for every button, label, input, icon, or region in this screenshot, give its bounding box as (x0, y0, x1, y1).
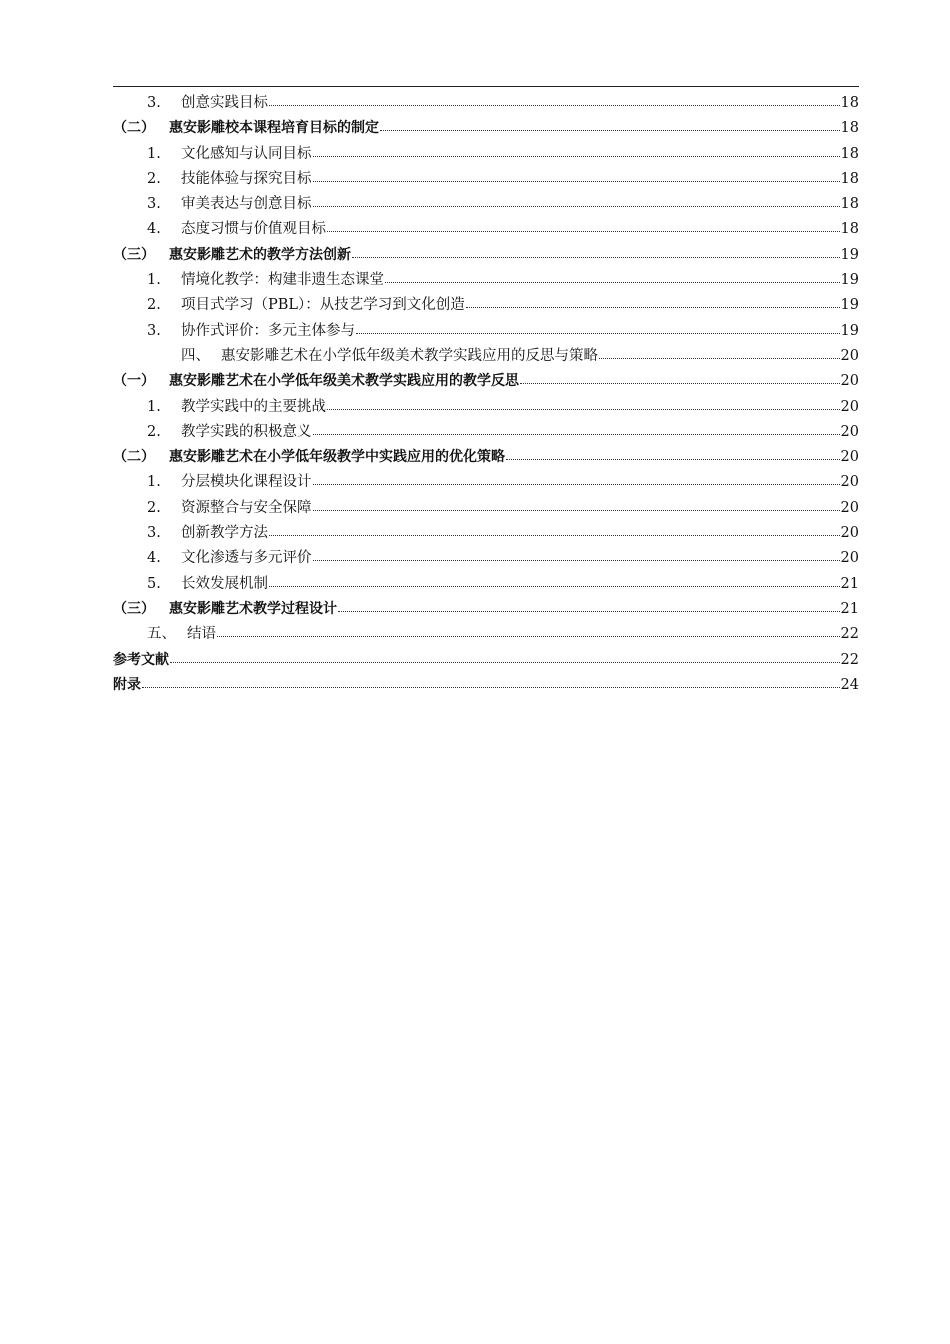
dot-leader (313, 510, 840, 511)
toc-entry-number: 3. (147, 525, 161, 542)
toc-entry-title: 态度习惯与价值观目标 (181, 221, 326, 238)
table-of-contents (113, 91, 859, 698)
toc-entry-page-number: 22 (840, 651, 859, 668)
toc-entry[interactable] (113, 445, 859, 470)
dot-leader (385, 282, 840, 283)
toc-entry-page-number: 18 (840, 170, 859, 187)
toc-entry[interactable] (113, 319, 859, 344)
toc-entry-number: 3. (147, 322, 161, 339)
toc-entry[interactable] (113, 142, 859, 167)
toc-entry[interactable] (113, 243, 859, 268)
toc-entry-page-number: 20 (840, 474, 859, 491)
toc-entry-number: 2. (147, 423, 161, 440)
toc-entry-title: 项目式学习（PBL）：从技艺学习到文化创造 (181, 297, 465, 314)
toc-entry-page-number: 20 (840, 499, 859, 516)
toc-entry-title: 创新教学方法 (181, 525, 268, 542)
toc-entry-title: 参考文献 (113, 651, 169, 668)
toc-entry-title: 情境化教学：构建非遗生态课堂 (181, 272, 384, 289)
toc-entry[interactable] (113, 293, 859, 318)
dot-leader (313, 156, 840, 157)
toc-entry-page-number: 20 (840, 373, 859, 390)
dot-leader (327, 231, 840, 232)
toc-entry-title: 教学实践中的主要挑战 (181, 398, 326, 415)
dot-leader (313, 484, 840, 485)
toc-entry[interactable] (113, 648, 859, 673)
toc-entry-number: 3. (147, 95, 161, 111)
toc-entry[interactable] (113, 192, 859, 217)
dot-leader (520, 383, 840, 384)
toc-entry-number: 4. (147, 550, 161, 567)
toc-entry-page-number: 20 (840, 423, 859, 440)
dot-leader (313, 206, 840, 207)
toc-entry-page-number: 19 (840, 246, 859, 263)
toc-entry-number: （二） (113, 120, 155, 137)
toc-entry-number: 1. (147, 145, 161, 162)
dot-leader (506, 459, 840, 460)
toc-entry[interactable] (113, 597, 859, 622)
dot-leader (599, 358, 840, 359)
toc-entry[interactable] (113, 546, 859, 571)
toc-entry-title: 惠安影雕艺术在小学低年级美术教学实践应用的教学反思 (169, 373, 519, 390)
toc-entry-number: 2. (147, 499, 161, 516)
toc-entry-title: 审美表达与创意目标 (181, 196, 312, 213)
toc-entry[interactable] (113, 268, 859, 293)
toc-entry-number: （二） (113, 449, 155, 466)
dot-leader (269, 586, 840, 587)
toc-entry-page-number: 20 (840, 398, 859, 415)
toc-entry[interactable] (113, 521, 859, 546)
toc-entry-number: 1. (147, 398, 161, 415)
toc-entry-number: （三） (113, 246, 155, 263)
toc-entry-number: 2. (147, 297, 161, 314)
toc-entry-number: 3. (147, 196, 161, 213)
toc-entry[interactable] (113, 420, 859, 445)
toc-entry[interactable] (113, 496, 859, 521)
toc-entry-page-number: 18 (840, 95, 859, 111)
toc-entry-page-number: 20 (840, 550, 859, 567)
toc-entry-page-number: 24 (840, 676, 859, 693)
dot-leader (338, 611, 840, 612)
toc-entry[interactable] (113, 622, 859, 647)
toc-entry-page-number: 21 (840, 575, 859, 592)
toc-entry-title: 教学实践的积极意义 (181, 423, 312, 440)
toc-entry[interactable] (113, 91, 859, 116)
toc-entry-title: 文化感知与认同目标 (181, 145, 312, 162)
toc-entry-number: 5. (147, 575, 161, 592)
toc-entry-page-number: 21 (840, 600, 859, 617)
toc-entry-number: 2. (147, 170, 161, 187)
toc-entry-title: 附录 (113, 676, 141, 693)
toc-entry[interactable] (113, 217, 859, 242)
dot-leader (269, 535, 840, 536)
toc-entry-page-number: 19 (840, 297, 859, 314)
toc-entry-page-number: 19 (840, 322, 859, 339)
dot-leader (170, 662, 840, 663)
toc-entry-number: （一） (113, 373, 155, 390)
dot-leader (380, 130, 840, 131)
toc-entry-page-number: 18 (840, 196, 859, 213)
dot-leader (313, 434, 840, 435)
toc-entry-title: 惠安影雕艺术在小学低年级教学中实践应用的优化策略 (169, 449, 505, 466)
toc-entry-number: 四、 (181, 347, 210, 364)
toc-entry-page-number: 20 (840, 525, 859, 542)
toc-entry-title: 文化渗透与多元评价 (181, 550, 312, 567)
dot-leader (217, 636, 840, 637)
toc-entry-title: 结语 (187, 626, 216, 643)
toc-entry[interactable] (113, 395, 859, 420)
toc-entry-number: （三） (113, 600, 155, 617)
toc-entry-page-number: 18 (840, 221, 859, 238)
header-rule (113, 86, 859, 87)
toc-entry-number: 五、 (147, 626, 176, 643)
dot-leader (313, 560, 840, 561)
dot-leader (327, 409, 840, 410)
toc-entry-title: 协作式评价：多元主体参与 (181, 322, 355, 339)
toc-entry[interactable] (113, 673, 859, 698)
toc-entry-title: 长效发展机制 (181, 575, 268, 592)
toc-entry-page-number: 20 (840, 347, 859, 364)
toc-entry[interactable] (113, 470, 859, 495)
toc-entry-title: 分层模块化课程设计 (181, 474, 312, 491)
toc-entry-page-number: 18 (840, 145, 859, 162)
dot-leader (356, 333, 840, 334)
toc-entry-page-number: 22 (840, 626, 859, 643)
toc-entry-title: 创意实践目标 (181, 95, 268, 111)
toc-entry[interactable] (113, 116, 859, 141)
toc-entry-page-number: 18 (840, 120, 859, 137)
toc-entry-number: 1. (147, 474, 161, 491)
dot-leader (352, 257, 840, 258)
toc-entry[interactable] (113, 167, 859, 192)
toc-entry-title: 惠安影雕艺术在小学低年级美术教学实践应用的反思与策略 (221, 347, 598, 364)
toc-entry-number: 4. (147, 221, 161, 238)
toc-entry-title: 惠安影雕校本课程培育目标的制定 (169, 120, 379, 137)
dot-leader (466, 307, 840, 308)
toc-entry[interactable] (113, 369, 859, 394)
toc-entry-title: 资源整合与安全保障 (181, 499, 312, 516)
toc-entry[interactable] (113, 344, 859, 369)
toc-entry-page-number: 19 (840, 272, 859, 289)
dot-leader (142, 687, 840, 688)
toc-entry-page-number: 20 (840, 449, 859, 466)
toc-entry-title: 惠安影雕艺术教学过程设计 (169, 600, 337, 617)
toc-entry-number: 1. (147, 272, 161, 289)
toc-entry-title: 惠安影雕艺术的教学方法创新 (169, 246, 351, 263)
dot-leader (313, 181, 840, 182)
toc-entry-title: 技能体验与探究目标 (181, 170, 312, 187)
toc-entry[interactable] (113, 572, 859, 597)
dot-leader (269, 105, 840, 106)
